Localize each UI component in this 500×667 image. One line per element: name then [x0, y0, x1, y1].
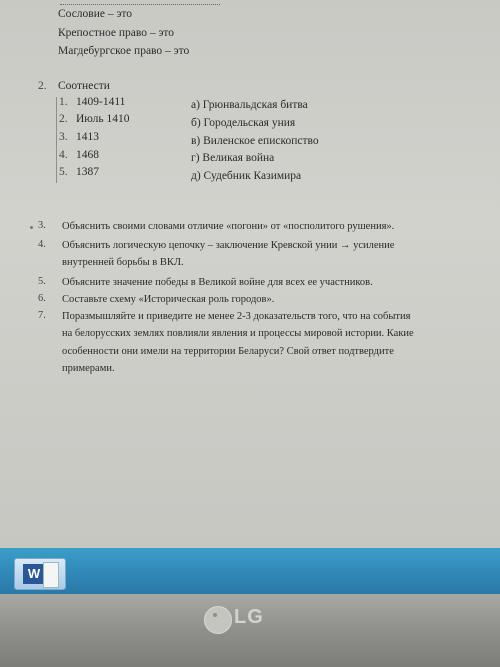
list-number: 1. [59, 96, 68, 108]
task-text: Составьте схему «Историческая роль городов». [62, 294, 275, 305]
list-item: а) Грюнвальдская битва [191, 99, 308, 111]
question-title: Соотнести [58, 80, 110, 92]
task-item [62, 237, 394, 272]
list-item: 1387 [76, 166, 99, 178]
list-item: б) Городельская уния [191, 117, 296, 129]
list-number: 3. [59, 131, 68, 143]
word-taskbar-button[interactable] [14, 558, 66, 590]
monitor-brand: LG [234, 606, 264, 628]
task-text: особенности они имели на территории Беларуси? Свой ответ подтвердите [62, 345, 394, 357]
list-item: 1409-1411 [76, 96, 126, 108]
task-number: 6. [38, 293, 46, 304]
lg-logo-icon [204, 606, 232, 634]
task-number: 3. [38, 220, 46, 231]
document-icon [43, 562, 59, 588]
list-gutter-line [56, 97, 57, 183]
task-item [62, 291, 274, 308]
monitor-bezel [0, 594, 500, 667]
list-item: Июль 1410 [76, 113, 130, 125]
task-number: 4. [38, 239, 46, 250]
list-number: 2. [59, 113, 68, 125]
list-item: д) Судебник Казимира [191, 170, 302, 182]
task-text: Объяснить логическую цепочку – заключение Кревской унии → усиление [62, 240, 395, 251]
definition-line: Магдебургское право – это [58, 45, 190, 57]
task-text: Объяснить своими словами отличие «погони» от «посполитого рушения». [62, 221, 395, 232]
definition-line: Крепостное право – это [58, 27, 175, 39]
task-item [62, 218, 394, 235]
task-text: на белорусских землях повлияли явления и процессы мировой истории. Какие [62, 328, 414, 340]
cut-off-text-line [60, 0, 220, 5]
taskbar [0, 548, 500, 594]
task-text: примерами. [62, 363, 115, 375]
list-item: 1413 [76, 131, 99, 143]
list-number: 5. [59, 166, 68, 178]
task-number: 7. [38, 310, 46, 321]
question-number: 2. [38, 80, 47, 92]
definition-line: Сословие – это [58, 8, 133, 20]
list-item: 1468 [76, 149, 99, 161]
word-icon: W [23, 564, 45, 584]
task-text: Объясните значение победы в Великой войне для всех ее участников. [62, 277, 373, 288]
task-item [62, 274, 373, 291]
list-bullet [30, 226, 33, 229]
list-number: 4. [59, 149, 68, 161]
list-item: в) Виленское епископство [191, 135, 319, 147]
task-text: Поразмышляйте и приведите не менее 2-3 доказательств того, что на события [62, 311, 411, 322]
list-item: г) Великая война [191, 152, 275, 164]
task-item [62, 308, 414, 378]
task-number: 5. [38, 276, 46, 287]
task-text: внутренней борьбы в ВКЛ. [62, 257, 184, 269]
